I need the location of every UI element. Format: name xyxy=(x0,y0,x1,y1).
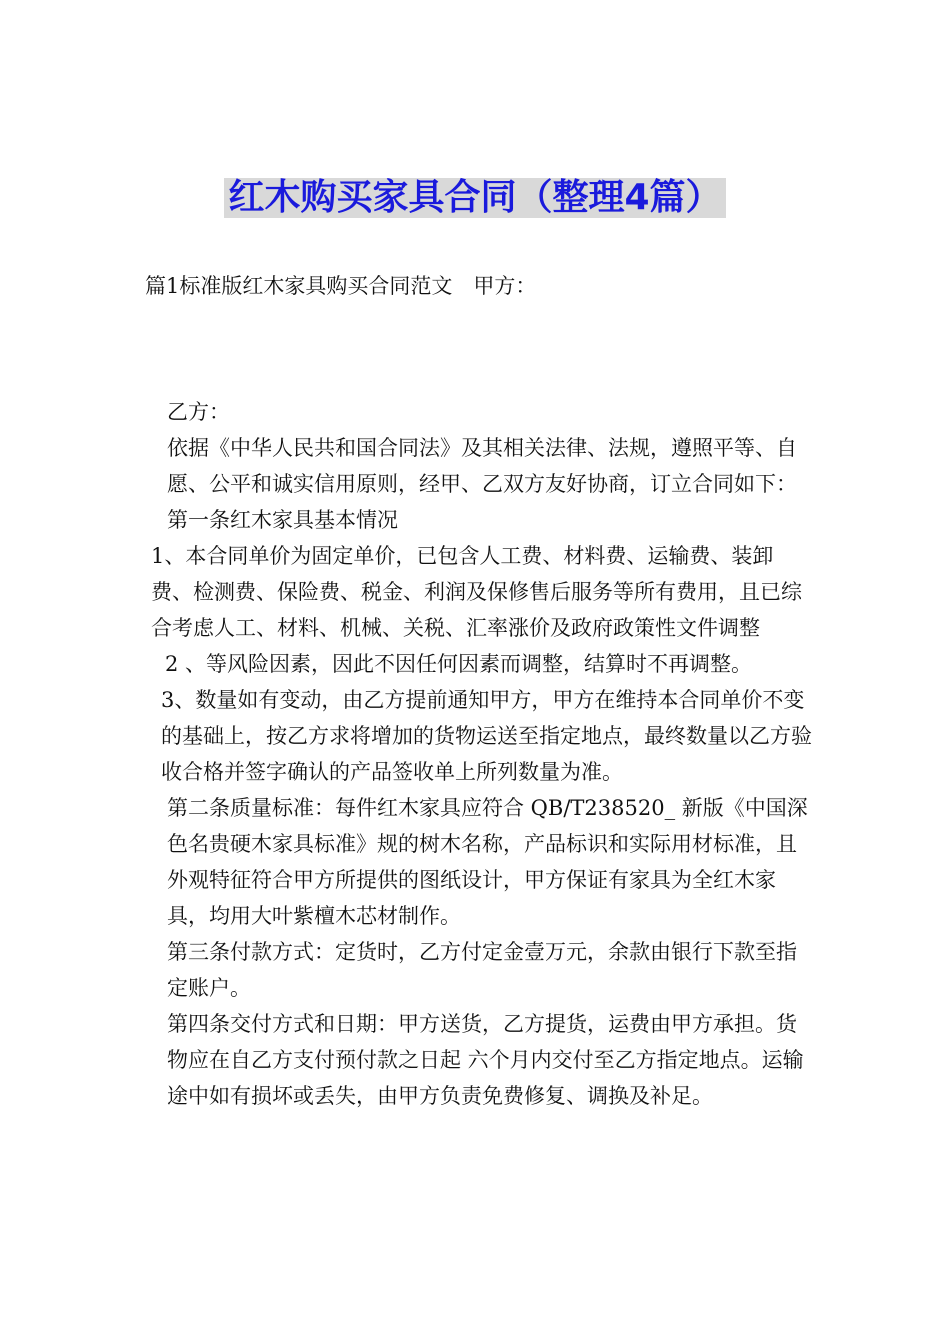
article-4-paragraph: 第四条交付方式和日期：甲方送货，乙方提货，运费由甲方承担。货物应在自乙方支付预付款之日起 六个月内交付至乙方指定地点。运输途中如有损坏或丢失，由甲方负责免费修复、调换及补足。 xyxy=(167,1012,804,1108)
document-title: 红木购买家具合同（整理4篇） xyxy=(224,178,725,218)
article-1-heading: 第一条红木家具基本情况 xyxy=(167,508,398,532)
article-3-paragraph: 第三条付款方式：定货时，乙方付定金壹万元，余款由银行下款至指定账户。 xyxy=(167,940,797,1000)
article-1-clause-3: 3、数量如有变动，由乙方提前通知甲方，甲方在维持本合同单价不变的基础上，按乙方求将增加的货物运送至指定地点，最终数量以乙方验收合格并签字确认的产品签收单上所列数量为准。 xyxy=(161,688,812,784)
party-b-line: 乙方： xyxy=(167,400,230,424)
preamble-paragraph: 依据《中华人民共和国合同法》及其相关法律、法规，遵照平等、自愿、公平和诚实信用原则，经甲、乙双方友好协商，订立合同如下： xyxy=(167,436,797,496)
article-1-clause-2: 2 、等风险因素，因此不因任何因素而调整，结算时不再调整。 xyxy=(165,652,753,676)
document-body xyxy=(145,268,815,1114)
article-2-paragraph: 第二条质量标准：每件红木家具应符合 QB/T238520_ 新版《中国深色名贵硬木家具标准》规的树木名称，产品标识和实际用材标准，且外观特征符合甲方所提供的图纸设计，甲方保证有家具为全红木家具，均用大叶紫檀木芯材制作。 xyxy=(167,796,808,928)
section-heading: 篇1标准版红木家具购买合同范文 甲方： xyxy=(145,274,537,298)
title-container xyxy=(0,178,950,218)
article-1-clause-1: 1、本合同单价为固定单价，已包含人工费、材料费、运输费、装卸费、检测费、保险费、税金、利润及保修售后服务等所有费用，且已综合考虑人工、材料、机械、关税、汇率涨价及政府政策性文件调整 xyxy=(151,544,802,640)
